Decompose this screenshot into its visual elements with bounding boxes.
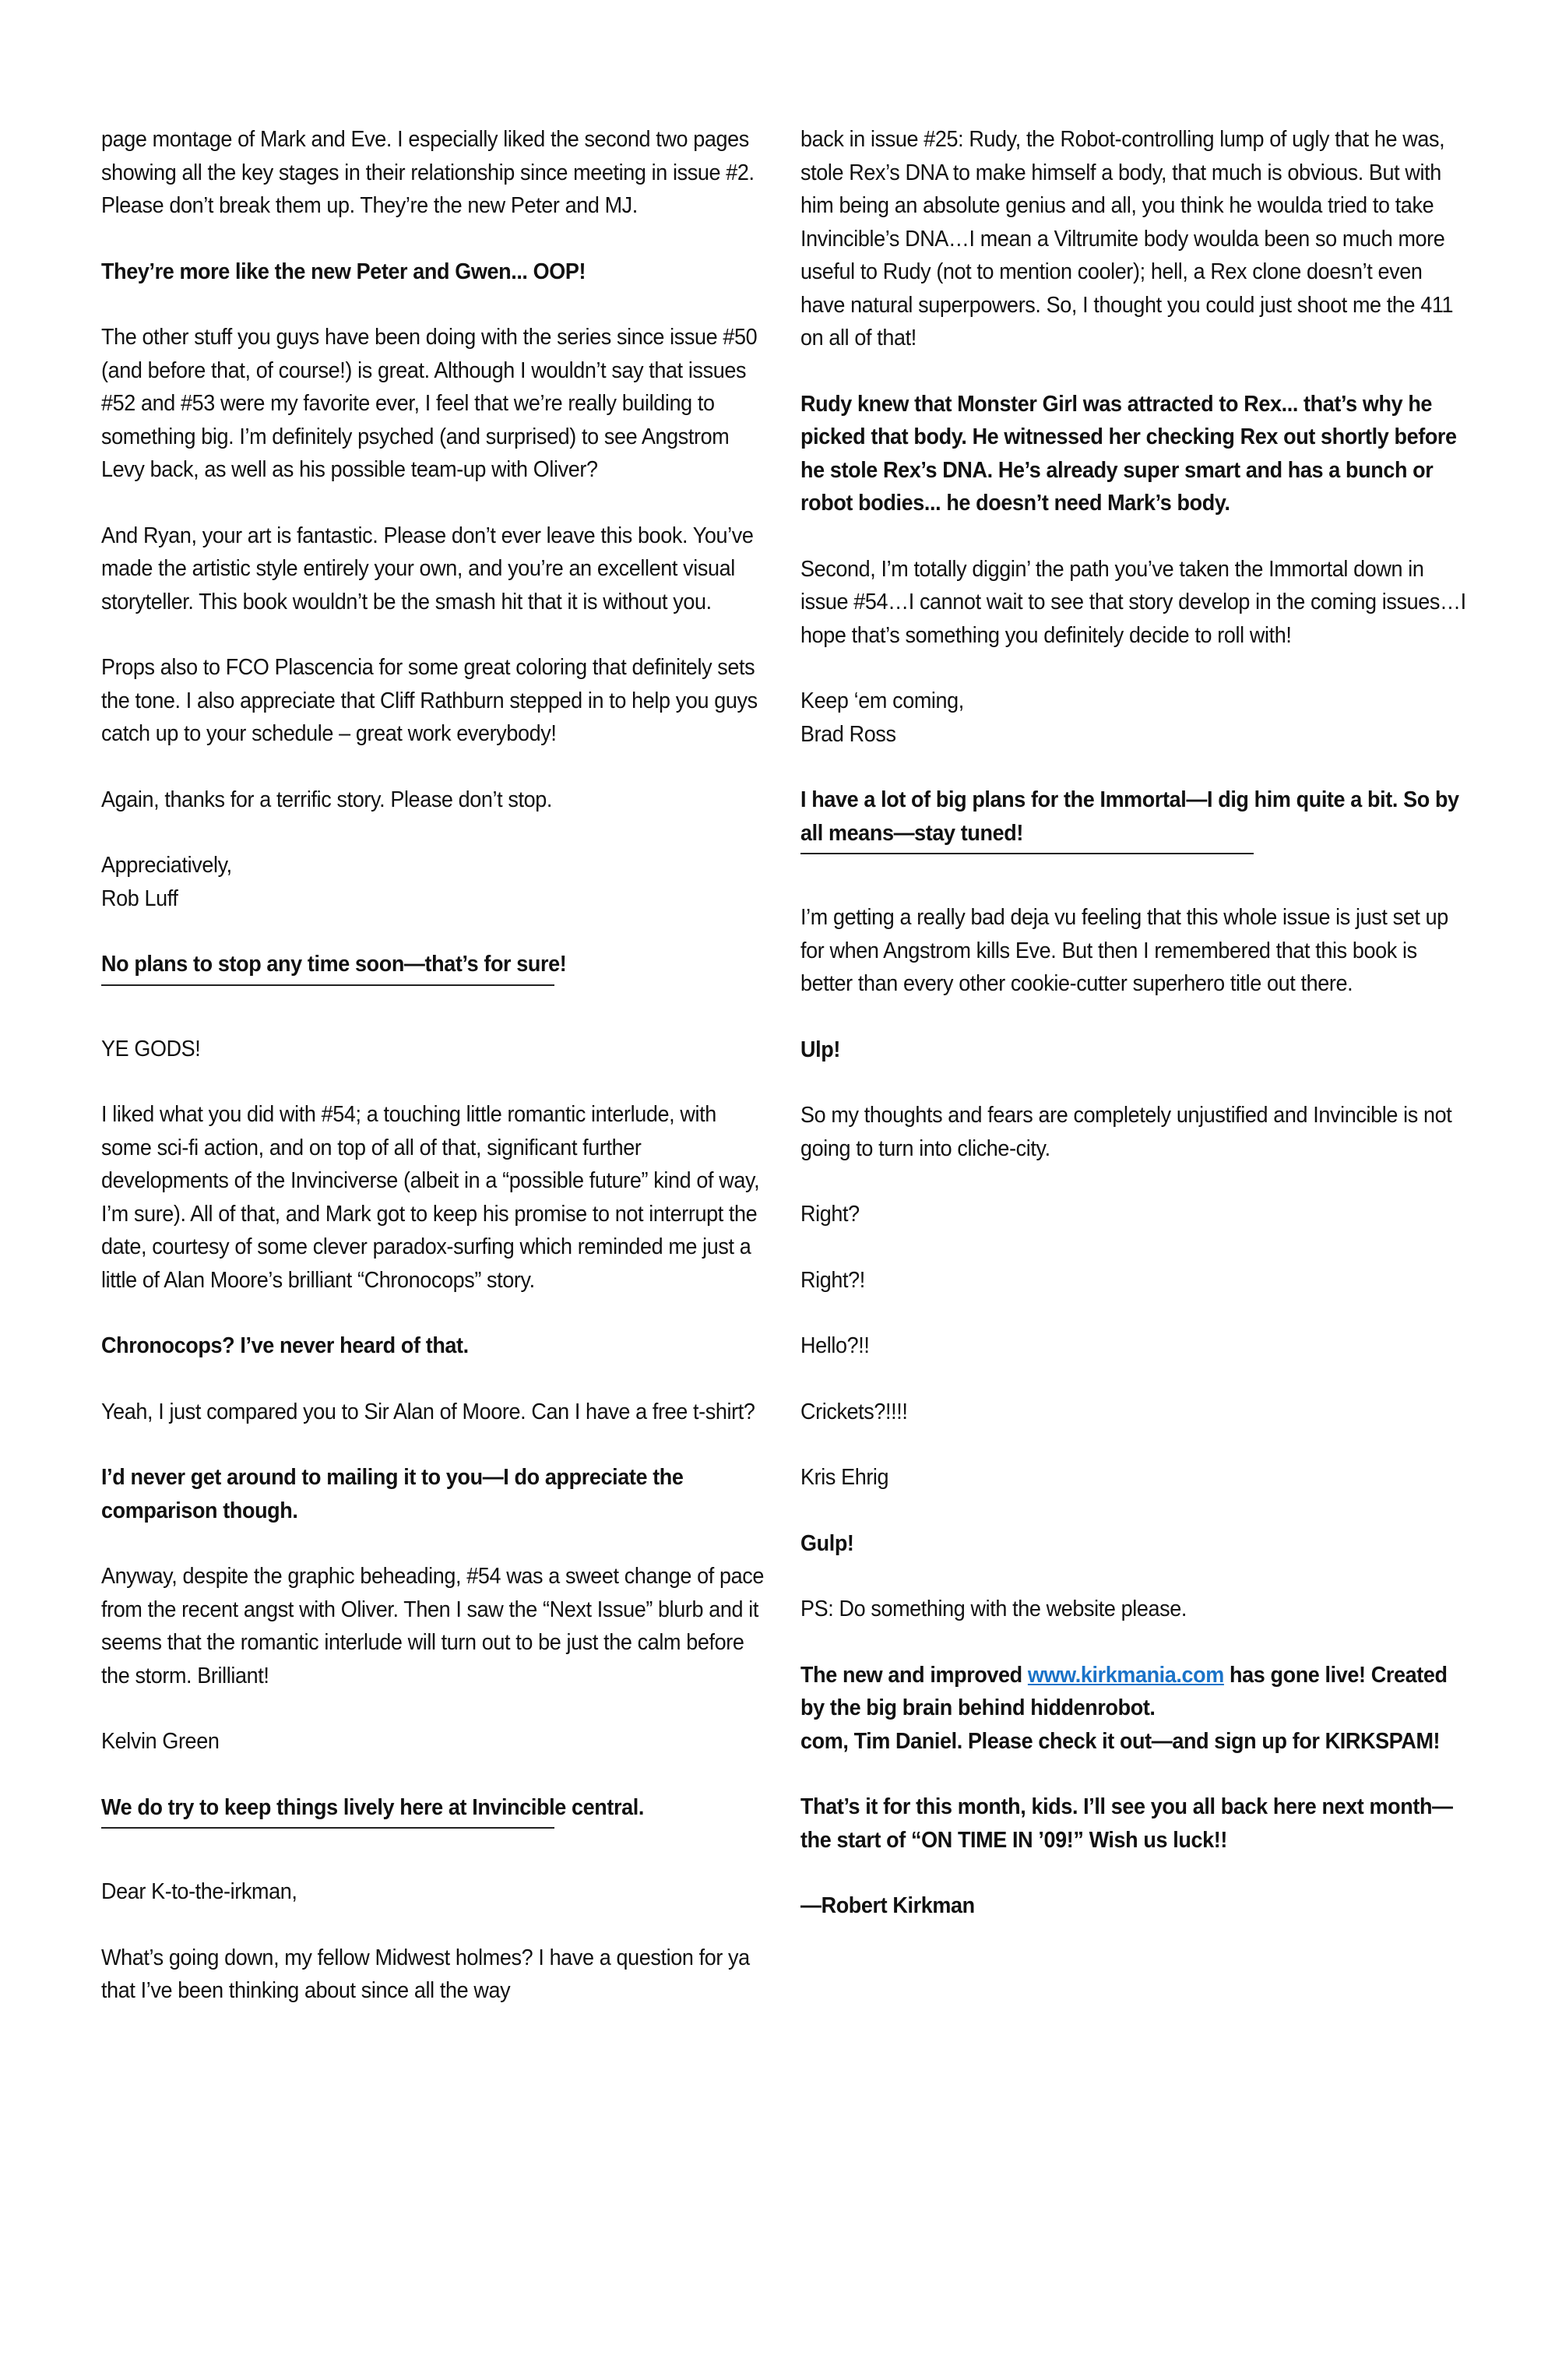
editor-reply: I have a lot of big plans for the Immortal—I dig him quite a bit. So by all means—stay tuned! [800,787,1459,846]
editor-reply: Ulp! [800,1037,840,1062]
letter-paragraph: back in issue #25: Rudy, the Robot-controlling lump of ugly that he was, stole Rex’s DNA to make himself a body, that much is obvious. But with him being an absolute genius and all, you think he woulda tried to take Invincible’s DNA…I mean a Viltrumite body woulda been so much more useful to Rudy (not to mention cooler); hell, a Rex clone doesn’t even have natural superpowers. So, I thought you could just shoot me the 411 on all of that! [800,127,1454,350]
editor-reply: No plans to stop any time soon—that’s for sure! [101,952,567,977]
letter-paragraph: And Ryan, your art is fantastic. Please don’t ever leave this book. You’ve made the artistic style entirely your own, and you’re an excellent visual storyteller. This book wouldn’t be the smash hit that it is without you. [101,523,754,614]
editor-reply: Rudy knew that Monster Girl was attracted to Rex... that’s why he picked that body. He witnessed her checking Rex out shortly before he stole Rex’s DNA. He’s already super smart and has a bunch or robot bodies... he doesn’t need Mark’s body. [800,391,1457,516]
divider [101,1827,554,1829]
reply-text: The new and improved [800,1662,1028,1688]
letter-paragraph: Anyway, despite the graphic beheading, #54 was a sweet change of pace from the recent angst with Oliver. Then I saw the “Next Issue” blurb and it seems that the romantic interlude will turn out to be just the calm before the storm. Brilliant! [101,1564,764,1688]
letter-paragraph: I liked what you did with #54; a touching little romantic interlude, with some sci-fi action, and on top of all of that, significant further developments of the Invinciverse (albeit in a “possible future” kind of way, I’m sure). All of that, and Mark got to keep his promise to not interrupt the date, courtesy of some clever paradox-surfing which reminded me just a little of Alan Moore’s brilliant “Chronocops” story. [101,1102,760,1293]
letter-paragraph: Dear K-to-the-irkman, [101,1879,297,1904]
letter-paragraph: Hello?!! [800,1333,870,1358]
letter-paragraph: PS: Do something with the website please. [800,1597,1187,1621]
letter-paragraph: I’m getting a really bad deja vu feeling that this whole issue is just set up for when Angstrom kills Eve. But then I remembered that this book is better than every other cookie-cutter superhero title out there. [800,905,1448,996]
editor-signature: —Robert Kirkman [800,1893,975,1918]
letter-paragraph: Right? [800,1202,860,1227]
letter-signature: Appreciatively, Rob Luff [101,853,232,911]
letter-paragraph: Second, I’m totally diggin’ the path you’ve taken the Immortal down in issue #54…I cannot wait to see that story develop in the coming issues…I hope that’s something you definitely decide to roll with! [800,556,1466,648]
right-column [800,123,1470,1956]
editor-reply: Chronocops? I’ve never heard of that. [101,1333,469,1358]
letter-paragraph: Again, thanks for a terrific story. Please don’t stop. [101,787,553,812]
letter-signature: Kris Ehrig [800,1465,889,1490]
kirkmania-link[interactable]: www.kirkmania.com [1027,1662,1224,1688]
reply-text: has gone live! Created by the big brain behind hiddenrobot. com, Tim Daniel. Please check it out—and sign up for KIRKSPAM! [800,1662,1448,1754]
letter-paragraph: Props also to FCO Plascencia for some great coloring that definitely sets the tone. I also appreciate that Cliff Rathburn stepped in to help you guys catch up to your schedule – great work everybody! [101,655,758,746]
editor-reply: Gulp! [800,1530,854,1556]
letter-paragraph: page montage of Mark and Eve. I especially liked the second two pages showing all the key stages in their relationship since meeting in issue #2. Please don’t break them up. They’re the new Peter and MJ. [101,127,755,218]
divider [101,984,554,986]
editor-reply: That’s it for this month, kids. I’ll see you all back here next month—the start of “ON TIME IN ’09!” Wish us luck!! [800,1794,1453,1853]
letter-paragraph: Crickets?!!!! [800,1399,908,1424]
letter-paragraph: So my thoughts and fears are completely unjustified and Invincible is not going to turn into cliche-city. [800,1103,1452,1161]
editor-reply: I’d never get around to mailing it to you—I do appreciate the comparison though. [101,1465,684,1523]
letter-paragraph: The other stuff you guys have been doing with the series since issue #50 (and before that, of course!) is great. Although I wouldn’t say that issues #52 and #53 were my favorite ever, I feel that we’re really building to something big. I’m definitely psyched (and surprised) to see Angstrom Levy back, as well as his possible team-up with Oliver? [101,325,758,482]
left-column [101,123,771,2040]
letter-signature: Keep ‘em coming, Brad Ross [800,688,964,747]
letter-paragraph: Right?! [800,1267,865,1293]
editor-reply-website [800,1659,1470,1759]
editor-reply: We do try to keep things lively here at Invincible central. [101,1794,644,1820]
editor-reply: They’re more like the new Peter and Gwen... OOP! [101,259,586,284]
letter-signature: Kelvin Green [101,1729,220,1754]
divider [800,853,1254,854]
letter-paragraph: YE GODS! [101,1036,201,1061]
letter-paragraph: What’s going down, my fellow Midwest holmes? I have a question for ya that I’ve been thinking about since all the way [101,1945,750,2003]
letter-paragraph: Yeah, I just compared you to Sir Alan of Moore. Can I have a free t-shirt? [101,1399,755,1424]
